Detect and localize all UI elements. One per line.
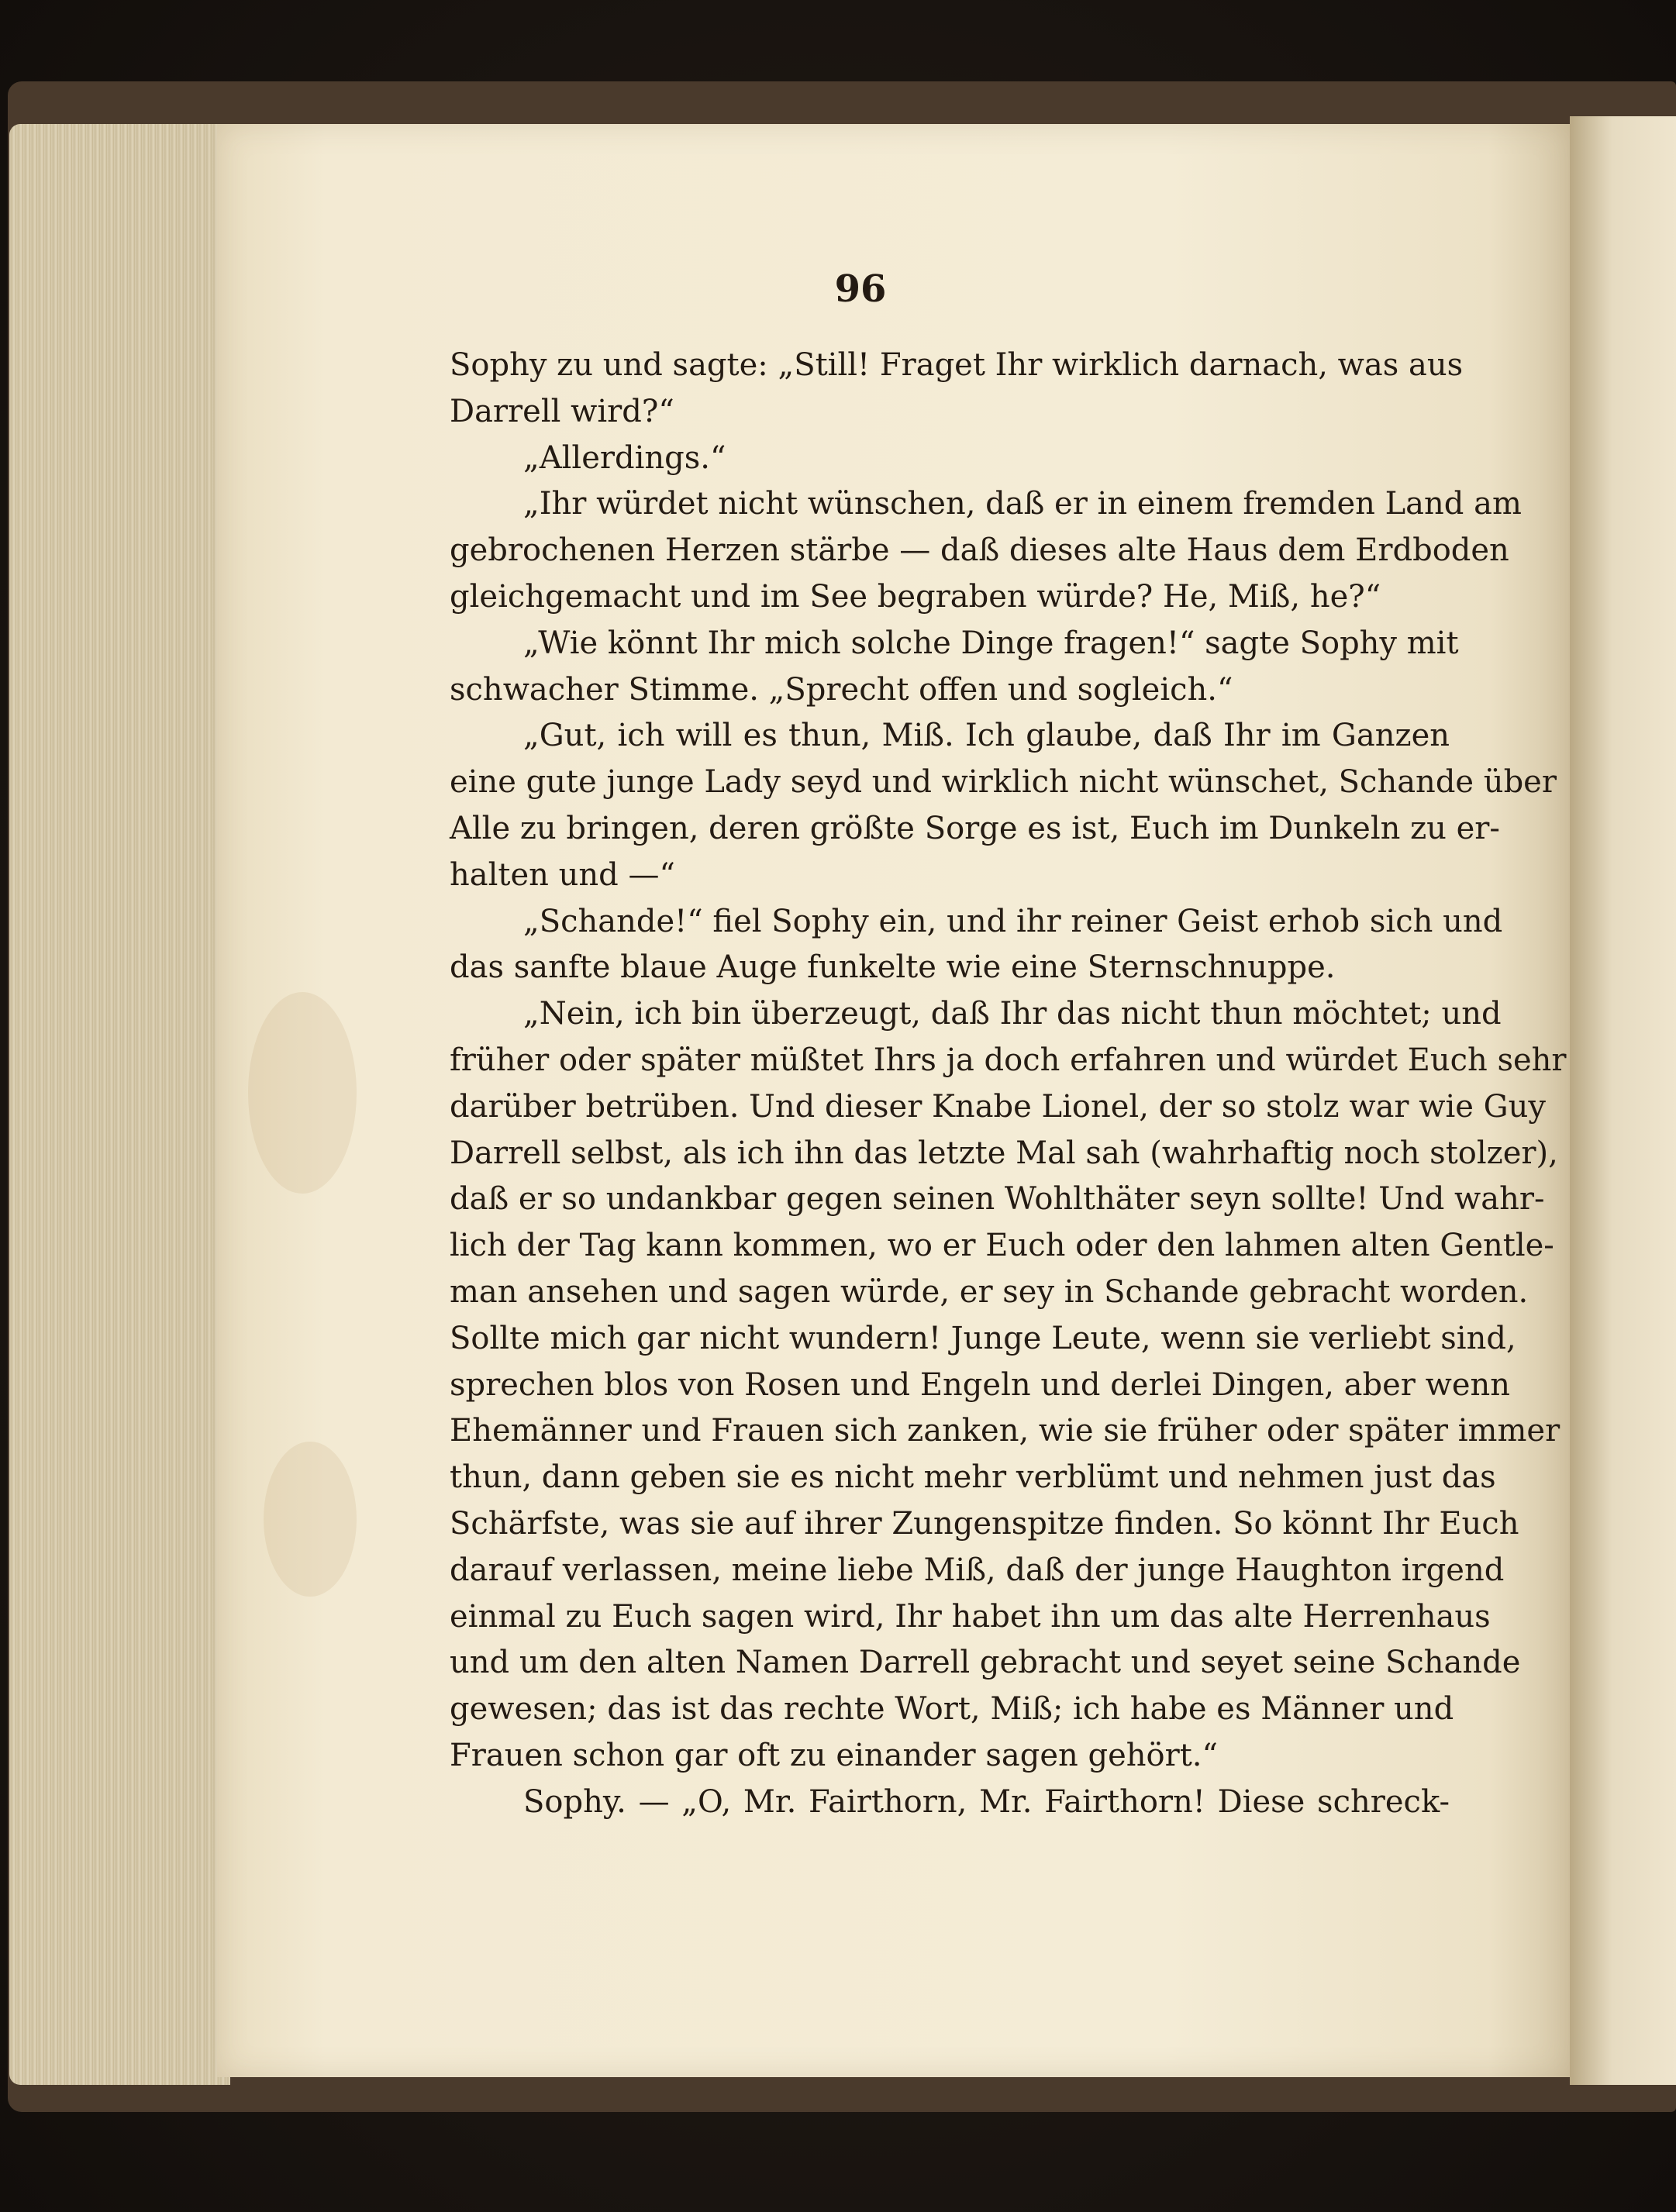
- text-line: schwacher Stimme. „Sprecht offen und sogleich.“: [450, 671, 1233, 708]
- paper-stain: [264, 1442, 357, 1597]
- facing-page-edge: [1570, 116, 1676, 2085]
- text-line: „Ihr würdet nicht wünschen, daß er in einem fremden Land am: [523, 486, 1522, 522]
- text-line: man ansehen und sagen würde, er sey in Schande gebracht worden.: [450, 1273, 1529, 1310]
- text-line: Sophy. — „O, Mr. Fairthorn, Mr. Fairthorn! Diese schreck-: [523, 1783, 1450, 1820]
- text-line: Schärfste, was sie auf ihrer Zungenspitze finden. So könnt Ihr Euch: [450, 1505, 1519, 1542]
- text-line: lich der Tag kann kommen, wo er Euch oder den lahmen alten Gentle-: [450, 1228, 1554, 1264]
- text-line: „Gut, ich will es thun, Miß. Ich glaube, daß Ihr im Ganzen: [523, 718, 1450, 754]
- text-line: das sanfte blaue Auge funkelte wie eine Sternschnuppe.: [450, 949, 1336, 986]
- text-line: sprechen blos von Rosen und Engeln und derlei Dingen, aber wenn: [450, 1366, 1511, 1403]
- text-line: darauf verlassen, meine liebe Miß, daß der junge Haughton irgend: [450, 1552, 1505, 1588]
- text-line: gewesen; das ist das rechte Wort, Miß; ich habe es Männer und: [450, 1691, 1454, 1728]
- text-line: Alle zu bringen, deren größte Sorge es ist, Euch im Dunkeln zu er-: [450, 810, 1500, 846]
- text-line: Sollte mich gar nicht wundern! Junge Leute, wenn sie verliebt sind,: [450, 1320, 1516, 1356]
- text-line: thun, dann geben sie es nicht mehr verblümt und nehmen just das: [450, 1459, 1496, 1496]
- text-line: Ehemänner und Frauen sich zanken, wie sie früher oder später immer: [450, 1413, 1560, 1449]
- text-line: darüber betrüben. Und dieser Knabe Lionel, der so stolz war wie Guy: [450, 1088, 1546, 1125]
- paper-stain: [248, 992, 357, 1194]
- text-line: „Allerdings.“: [523, 439, 726, 476]
- text-line: eine gute junge Lady seyd und wirklich nicht wünschet, Schande über: [450, 764, 1557, 801]
- text-line: Sophy zu und sagte: „Still! Fraget Ihr wirklich darnach, was aus: [450, 347, 1464, 383]
- text-line: Frauen schon gar oft zu einander sagen gehört.“: [450, 1737, 1218, 1773]
- page-number: 96: [834, 267, 887, 311]
- text-line: Darrell wird?“: [450, 393, 674, 429]
- text-line: und um den alten Namen Darrell gebracht und seyet seine Schande: [450, 1645, 1521, 1681]
- text-line: früher oder später müßtet Ihrs ja doch erfahren und würdet Euch sehr: [450, 1042, 1567, 1078]
- text-line: gleichgemacht und im See begraben würde? He, Miß, he?“: [450, 578, 1381, 615]
- text-line: „Nein, ich bin überzeugt, daß Ihr das nicht thun möchtet; und: [523, 996, 1502, 1032]
- text-line: daß er so undankbar gegen seinen Wohlthäter seyn sollte! Und wahr-: [450, 1181, 1545, 1218]
- text-line: „Schande!“ fiel Sophy ein, und ihr reiner Geist erhob sich und: [523, 903, 1503, 939]
- text-line: „Wie könnt Ihr mich solche Dinge fragen!“ sagte Sophy mit: [523, 625, 1459, 661]
- text-line: gebrochenen Herzen stärbe — daß dieses alte Haus dem Erdboden: [450, 532, 1509, 569]
- text-line: Darrell selbst, als ich ihn das letzte Mal sah (wahrhaftig noch stolzer),: [450, 1135, 1558, 1171]
- body-text: [450, 343, 1567, 1826]
- text-line: halten und —“: [450, 856, 675, 893]
- page-edges: [9, 124, 230, 2085]
- text-line: einmal zu Euch sagen wird, Ihr habet ihn um das alte Herrenhaus: [450, 1598, 1491, 1635]
